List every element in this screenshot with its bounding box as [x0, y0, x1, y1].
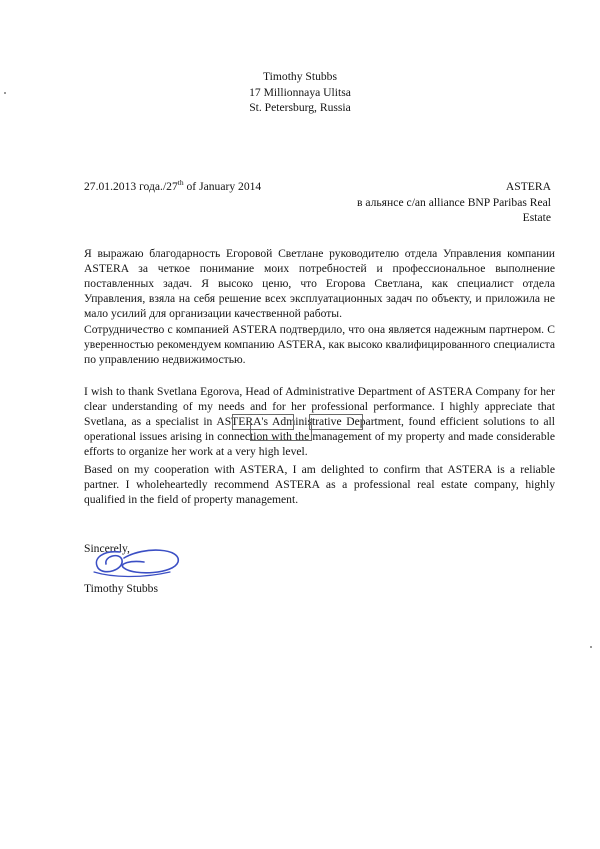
recipient-block [271, 179, 551, 226]
closing-salutation: Sincerely, [84, 542, 130, 555]
date-suffix: of January 2014 [183, 180, 262, 193]
sender-name: Timothy Stubbs [263, 70, 337, 83]
recipient-line-2: в альянсе c/an alliance BNP Paribas Real [356, 195, 551, 209]
date-ordinal: th [177, 178, 184, 187]
scan-speck [4, 92, 6, 94]
stamp-mark [250, 418, 312, 441]
body-paragraph-ru-2: Сотрудничество с компанией ASTERA подтвердило, что она является надежным партнером. С уверенностью рекомендуем компанию ASTERA, как высоко квалифицированного специалиста по управлению недвижимостью. [84, 323, 555, 366]
letter-date [84, 179, 261, 194]
date-prefix: 27.01.2013 года./27 [84, 180, 178, 193]
recipient-name: ASTERA [505, 180, 551, 193]
stamp-mark [309, 414, 363, 430]
scan-speck [590, 646, 592, 648]
recipient-line-3: Estate [522, 211, 551, 224]
sender-address-block [0, 69, 600, 116]
body-paragraph-ru-1: Я выражаю благодарность Егоровой Светлане руководителю отдела Управления компании ASTERA за четкое понимание моих потребностей и профессиональное выполнение поставленных задач. Я высоко ценю, что Егорова Светлана, как специалист отдела Управления, взяла на себя решение всех эксплуатационных задач по объекту, и приложила не мало усилий для организации качественной работы. [84, 247, 555, 320]
body-paragraph-en-2: Based on my cooperation with ASTERA, I am delighted to confirm that ASTERA is a reliable partner. I wholeheartedly recommend ASTERA as a professional real estate company, highly qualified in the field of property management. [84, 463, 555, 506]
body-paragraph-en-1: I wish to thank Svetlana Egorova, Head of Administrative Department of ASTERA Company for her clear understanding of my needs and for her professional performance. I highly appreciate that Svetlana, as a specialist in ASTERA's Administrative Department, found efficient solutions to all operational issues arising in connection with the management of my property and made considerable efforts to organize her work at a very high level. [84, 385, 555, 458]
sender-city: St. Petersburg, Russia [249, 101, 351, 114]
sender-street: 17 Millionnaya Ulitsa [249, 85, 351, 99]
signer-name: Timothy Stubbs [84, 582, 158, 595]
